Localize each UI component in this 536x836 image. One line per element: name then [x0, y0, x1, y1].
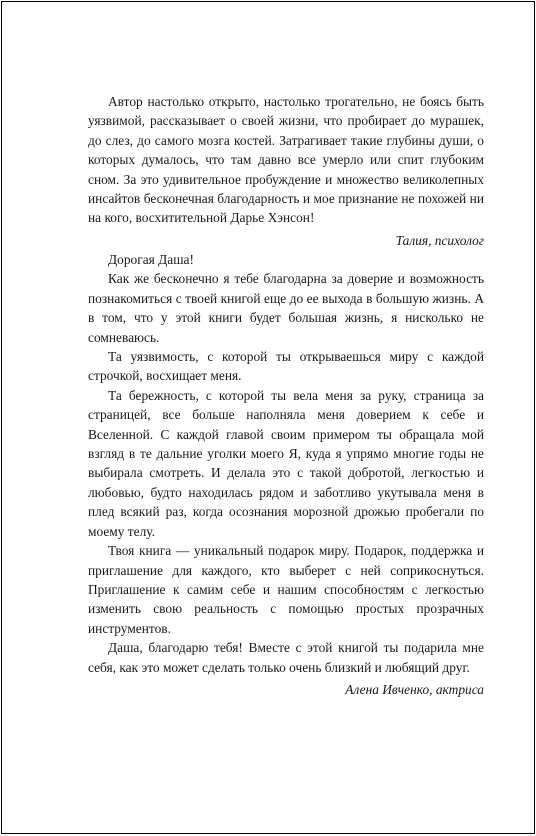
review-paragraph: Как же бесконечно я тебе благодарна за доверие и возможность познакомиться с твоей книгой еще до ее выхода в большую жизнь. А в том, что у этой книги будет большая жизнь, я нисколько не сомневаюсь. — [88, 271, 484, 345]
review-paragraph: Та бережность, с которой ты вела меня за руку, страница за страницей, все больше наполняла меня доверием к себе и Вселенной. С каждой главой своим примером ты обращала мой взгляд в те дальние уголки моего Я, куда я упрямо многие годы не выбирала смотреть. И делала это с такой добротой, легкостью и любовью, будто находилась рядом и заботливо укутывала меня в плед всякий раз, когда осознания морозной дрожью пробегали по моему телу. — [88, 387, 484, 539]
review-paragraph: Автор настолько открыто, настолько трогательно, не боясь быть уязвимой, рассказывает о своей жизни, что пробирает до мурашек, до слез, до самого мозга костей. Затрагивает такие глубины души, о которых думалось, что там давно все умерло или спит глубоким сном. За это удивительное пробуждение и множество великолепных инсайтов бесконечная благодарность и мое признание не похожей ни на кого, восхитительной Дарье Хэнсон! — [88, 94, 484, 226]
review-alena — [88, 250, 484, 699]
review-paragraph: Твоя книга — уникальный подарок миру. Подарок, поддержка и приглашение для каждого, кто выберет с ней соприкоснуться. Приглашение к самим себе и нашим способностям с легкостью изменить свою реальность с помощью простых прозрачных инструментов. — [88, 543, 484, 636]
greeting: Дорогая Даша! — [108, 252, 194, 267]
review-paragraph: Та уязвимость, с которой ты открываешься миру с каждой строчкой, восхищает меня. — [88, 349, 484, 384]
page — [1, 1, 535, 834]
review-talia — [88, 92, 484, 250]
review-signature: Талия, психолог — [395, 232, 484, 248]
review-paragraph: Даша, благодарю тебя! Вместе с этой книгой ты подарила мне себя, как это может сделать только очень близкий и любящий друг. — [88, 640, 484, 675]
review-signature: Алена Ивченко, актриса — [345, 681, 484, 697]
